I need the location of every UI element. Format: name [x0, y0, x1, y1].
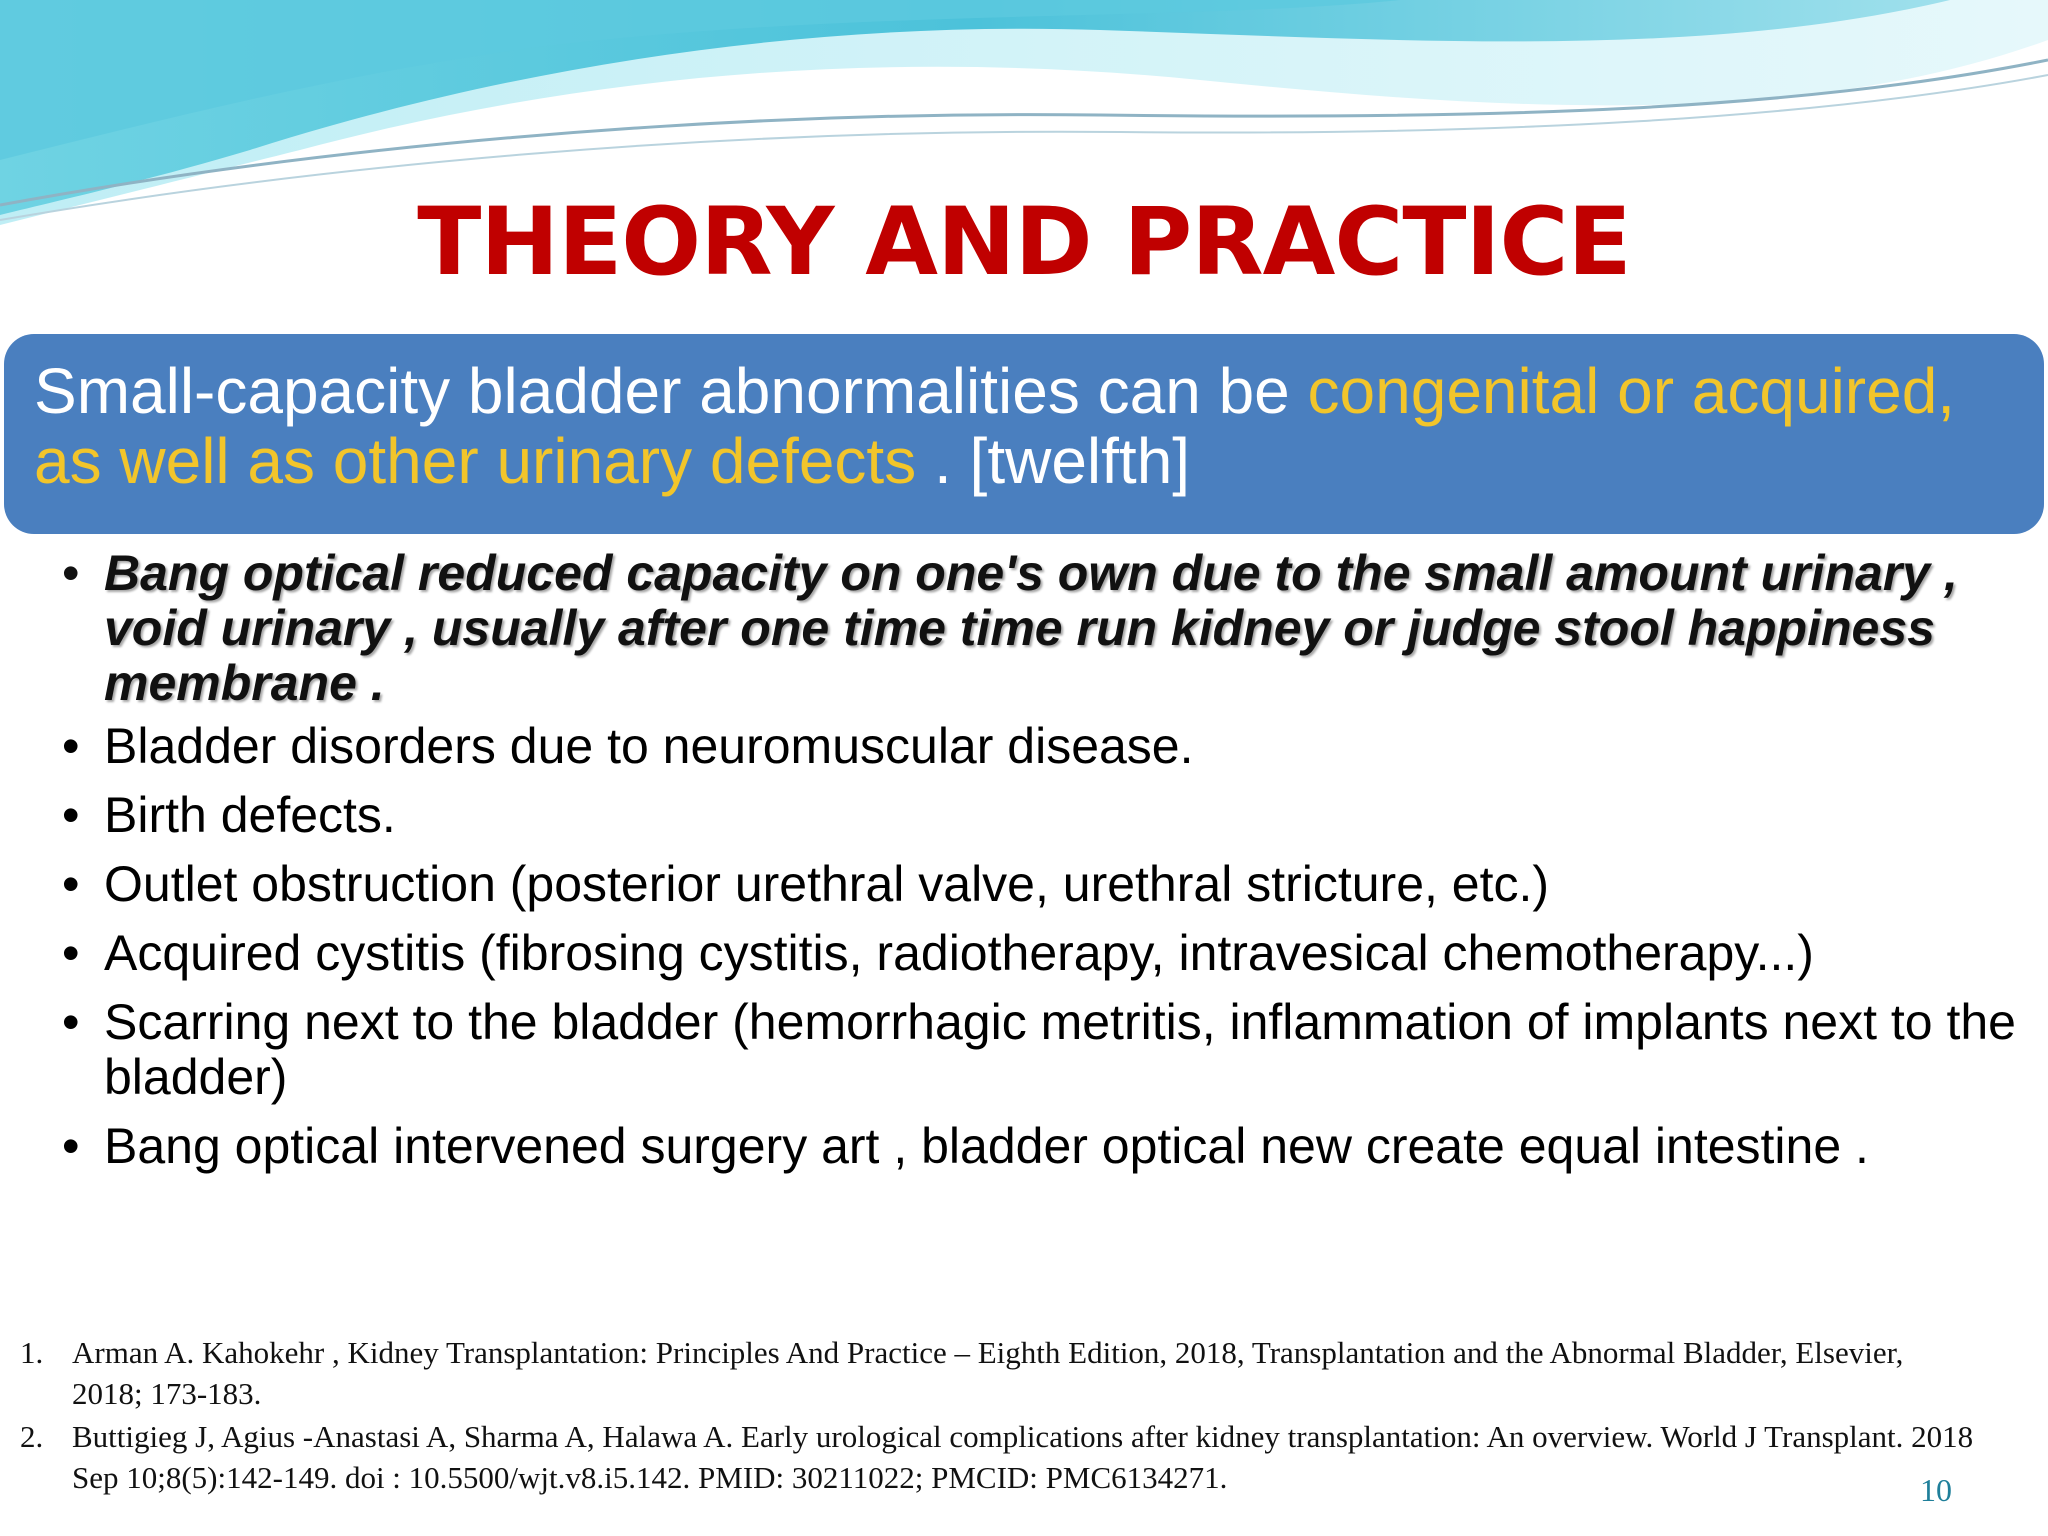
bullet-item: [60, 1119, 2020, 1174]
bullet-item: [60, 788, 2020, 843]
reference-text: Buttigieg J, Agius -Anastasi A, Sharma A, Halawa A. Early urological complications after kidney transplantation: An overview. World J Transplant. 2018 Sep 10;8(5):142-149. doi : 10.5500/wjt.v8.i5.142. PMID: 30211022; PMCID: PMC6134271.: [72, 1419, 1974, 1495]
bullet-item: [60, 926, 2020, 981]
bullet-item: [60, 995, 2020, 1105]
bullet-item: [60, 546, 2020, 711]
banner-text-start: Small-capacity bladder abnormalities can be: [34, 355, 1308, 427]
banner-text-end: . [twelfth]: [916, 425, 1191, 497]
reference-list: [20, 1332, 1980, 1500]
bullet-text: Outlet obstruction (posterior urethral valve, urethral stricture, etc.): [104, 856, 1550, 912]
bullet-icon: •: [62, 718, 80, 774]
reference-number: 1.: [20, 1335, 44, 1370]
bullet-icon: •: [62, 545, 80, 601]
summary-banner: [4, 334, 2044, 534]
bullet-icon: •: [62, 925, 80, 981]
slide-title: THEORY AND PRACTICE: [417, 188, 1631, 297]
bullet-text: Birth defects.: [104, 787, 396, 843]
bullet-text: Bang optical reduced capacity on one's own due to the small amount urinary , void urinary , usually after one time time run kidney or judge stool happiness membrane .: [104, 545, 1958, 711]
bullet-text: Bladder disorders due to neuromuscular disease.: [104, 718, 1194, 774]
bullet-list: [60, 546, 2020, 1188]
reference-text: Arman A. Kahokehr , Kidney Transplantation: Principles And Practice – Eighth Edition, 2018, Transplantation and the Abnormal Bladder, Elsevier, 2018; 173-183.: [72, 1335, 1904, 1411]
bullet-icon: •: [62, 787, 80, 843]
bullet-icon: •: [62, 994, 80, 1050]
page-number: 10: [1920, 1472, 1952, 1508]
bullet-icon: •: [62, 856, 80, 912]
bullet-item: [60, 719, 2020, 774]
bullet-item: [60, 857, 2020, 912]
bullet-text: Scarring next to the bladder (hemorrhagic metritis, inflammation of implants next to the bladder): [104, 994, 2016, 1105]
banner-highlight: congenital or acquired, as well as other urinary defects: [34, 355, 1956, 497]
bullet-icon: •: [62, 1118, 80, 1174]
bullet-text: Acquired cystitis (fibrosing cystitis, radiotherapy, intravesical chemotherapy...): [104, 925, 1814, 981]
reference-item: [20, 1416, 1980, 1498]
reference-number: 2.: [20, 1419, 44, 1454]
reference-item: [20, 1332, 1980, 1414]
bullet-text: Bang optical intervened surgery art , bladder optical new create equal intestine .: [104, 1118, 1869, 1174]
